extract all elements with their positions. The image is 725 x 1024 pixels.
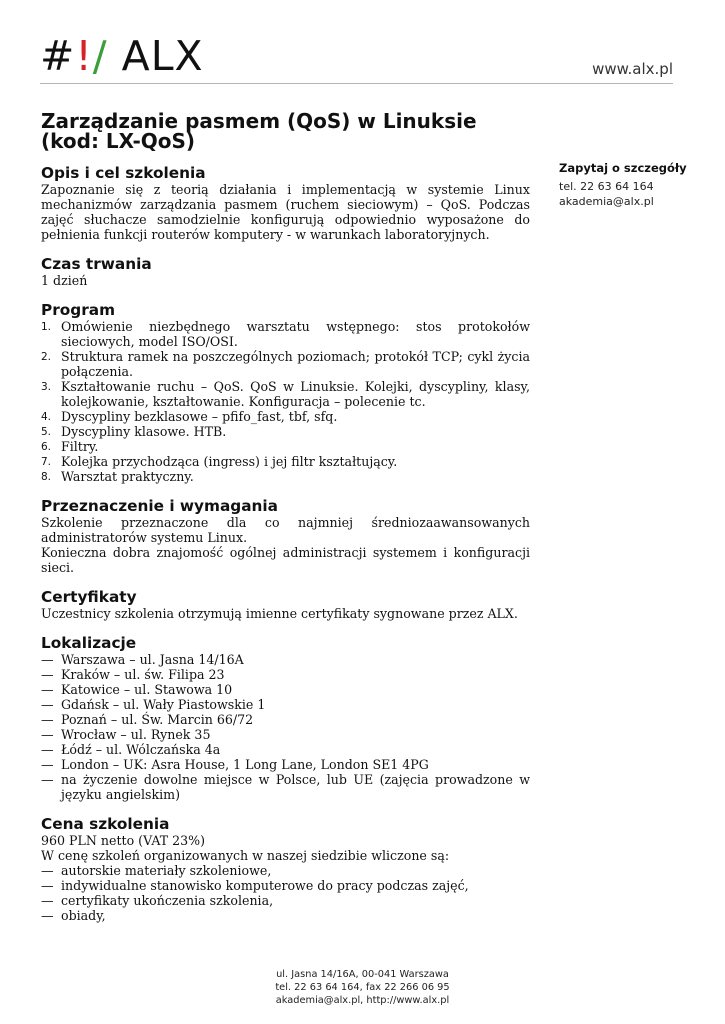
- page-footer: [0, 968, 725, 1007]
- list-item: [41, 878, 530, 893]
- program-list: [41, 319, 530, 484]
- page-title: Zarządzanie pasmem (QoS) w Linuksie (kod: LX-QoS): [41, 109, 477, 153]
- section-heading: Opis i cel szkolenia: [41, 164, 206, 182]
- locations-list: [41, 652, 530, 802]
- section-przeznaczenie: [41, 498, 530, 575]
- list-number: 2.: [41, 351, 52, 363]
- list-number: 3.: [41, 381, 52, 393]
- list-item-text: Wrocław – ul. Rynek 35: [61, 727, 211, 742]
- dash-bullet: —: [41, 893, 54, 908]
- list-item: [41, 757, 530, 772]
- list-item: [41, 469, 530, 484]
- dash-bullet: —: [41, 742, 54, 757]
- dash-bullet: —: [41, 652, 54, 667]
- list-item: [41, 349, 530, 379]
- list-item-text: Filtry.: [61, 439, 99, 454]
- list-item-text: Katowice – ul. Stawowa 10: [61, 682, 233, 697]
- dash-bullet: —: [41, 667, 54, 682]
- list-item-text: Gdańsk – ul. Wały Piastowskie 1: [61, 697, 266, 712]
- main-content: [41, 111, 530, 937]
- alx-logo[interactable]: [40, 34, 204, 78]
- list-item-text: Łódź – ul. Wólczańska 4a: [61, 742, 221, 757]
- list-item-text: Poznań – ul. Św. Marcin 66/72: [61, 712, 254, 727]
- list-item-text: Warszawa – ul. Jasna 14/16A: [61, 652, 244, 667]
- list-number: 4.: [41, 411, 52, 423]
- section-czas: [41, 256, 530, 288]
- contact-phone[interactable]: tel. 22 63 64 164: [559, 180, 654, 193]
- section-heading: Cena szkolenia: [41, 815, 170, 833]
- list-item: [41, 697, 530, 712]
- section-heading: Program: [41, 301, 116, 319]
- footer-contact-links[interactable]: akademia@alx.pl, http://www.alx.pl: [275, 995, 450, 1006]
- list-number: 6.: [41, 441, 52, 453]
- list-item-text: indywidualne stanowisko komputerowe do pracy podczas zajęć,: [61, 878, 469, 893]
- list-item-text: Kraków – ul. św. Filipa 23: [61, 667, 225, 682]
- section-text: Szkolenie przeznaczone dla co najmniej średniozaawansowanych administratorów systemu Linux.: [41, 515, 530, 545]
- list-item: [41, 667, 530, 682]
- logo-exclamation: !: [75, 32, 93, 80]
- price-text: 960 PLN netto (VAT 23%): [41, 833, 206, 848]
- list-item: [41, 863, 530, 878]
- site-url-link[interactable]: www.alx.pl: [592, 60, 673, 78]
- footer-address: ul. Jasna 14/16A, 00-041 Warszawa: [276, 969, 449, 980]
- list-item: [41, 454, 530, 469]
- dash-bullet: —: [41, 863, 54, 878]
- section-heading: Certyfikaty: [41, 588, 137, 606]
- list-item-text: Dyscypliny klasowe. HTB.: [61, 424, 227, 439]
- list-item: [41, 439, 530, 454]
- section-heading: Czas trwania: [41, 255, 152, 273]
- list-number: 5.: [41, 426, 52, 438]
- list-item: [41, 682, 530, 697]
- section-text: 1 dzień: [41, 273, 88, 288]
- list-item-text: Struktura ramek na poszczególnych poziomach; protokół TCP; cykl życia połączenia.: [61, 349, 530, 379]
- dash-bullet: —: [41, 727, 54, 742]
- section-opis: [41, 165, 530, 242]
- list-item-text: autorskie materiały szkoleniowe,: [61, 863, 272, 878]
- dash-bullet: —: [41, 757, 54, 772]
- list-item: [41, 424, 530, 439]
- dash-bullet: —: [41, 697, 54, 712]
- logo-slash: /: [92, 32, 108, 80]
- contact-sidebar: [559, 161, 709, 209]
- list-item-text: London – UK: Asra House, 1 Long Lane, London SE1 4PG: [61, 757, 429, 772]
- dash-bullet: —: [41, 908, 54, 923]
- list-number: 7.: [41, 456, 52, 468]
- section-heading: Lokalizacje: [41, 634, 137, 652]
- list-item-text: obiady,: [61, 908, 106, 923]
- list-number: 1.: [41, 321, 52, 333]
- list-number: 8.: [41, 471, 52, 483]
- footer-phone: tel. 22 63 64 164, fax 22 266 06 95: [275, 982, 450, 993]
- section-program: [41, 302, 530, 484]
- section-cena: [41, 816, 530, 923]
- contact-title: Zapytaj o szczegóły: [559, 161, 687, 175]
- logo-hash: #: [40, 32, 76, 80]
- list-item: [41, 772, 530, 802]
- section-text: Zapoznanie się z teorią działania i implementacją w systemie Linux mechanizmów zarządzania pasmem (ruchem sieciowym) – QoS. Podczas zajęć słuchacze samodzielnie konfigurują odpowiednio wyposażone do pełnienia funkcji routerów komputery - w warunkach laboratoryjnych.: [41, 182, 530, 242]
- list-item: [41, 409, 530, 424]
- dash-bullet: —: [41, 878, 54, 893]
- list-item: [41, 712, 530, 727]
- section-heading: Przeznaczenie i wymagania: [41, 497, 278, 515]
- logo-text: ALX: [107, 32, 204, 80]
- list-item: [41, 908, 530, 923]
- list-item: [41, 319, 530, 349]
- dash-bullet: —: [41, 682, 54, 697]
- list-item-text: Warsztat praktyczny.: [61, 469, 194, 484]
- list-item-text: Omówienie niezbędnego warsztatu wstępnego: stos protokołów sieciowych, model ISO/OSI.: [61, 319, 530, 349]
- section-lokalizacje: [41, 635, 530, 802]
- list-item: [41, 893, 530, 908]
- included-list: [41, 863, 530, 923]
- list-item-text: na życzenie dowolne miejsce w Polsce, lub UE (zajęcia prowadzone w języku angielskim): [61, 772, 530, 802]
- section-text: Konieczna dobra znajomość ogólnej administracji systemem i konfiguracji sieci.: [41, 545, 530, 575]
- dash-bullet: —: [41, 712, 54, 727]
- list-item-text: Kolejka przychodząca (ingress) i jej filtr kształtujący.: [61, 454, 398, 469]
- section-text: W cenę szkoleń organizowanych w naszej siedzibie wliczone są:: [41, 848, 450, 863]
- list-item: [41, 379, 530, 409]
- list-item-text: Kształtowanie ruchu – QoS. QoS w Linuksie. Kolejki, dyscypliny, klasy, kolejkowanie, kształtowanie. Konfiguracja – polecenie tc.: [61, 379, 530, 409]
- contact-email[interactable]: akademia@alx.pl: [559, 195, 654, 208]
- list-item: [41, 727, 530, 742]
- list-item-text: Dyscypliny bezklasowe – pfifo_fast, tbf, sfq.: [61, 409, 338, 424]
- list-item-text: certyfikaty ukończenia szkolenia,: [61, 893, 274, 908]
- header-divider: [40, 83, 673, 84]
- section-certyfikaty: [41, 589, 530, 621]
- section-text: Uczestnicy szkolenia otrzymują imienne certyfikaty sygnowane przez ALX.: [41, 606, 518, 621]
- dash-bullet: —: [41, 772, 54, 787]
- list-item: [41, 652, 530, 667]
- list-item: [41, 742, 530, 757]
